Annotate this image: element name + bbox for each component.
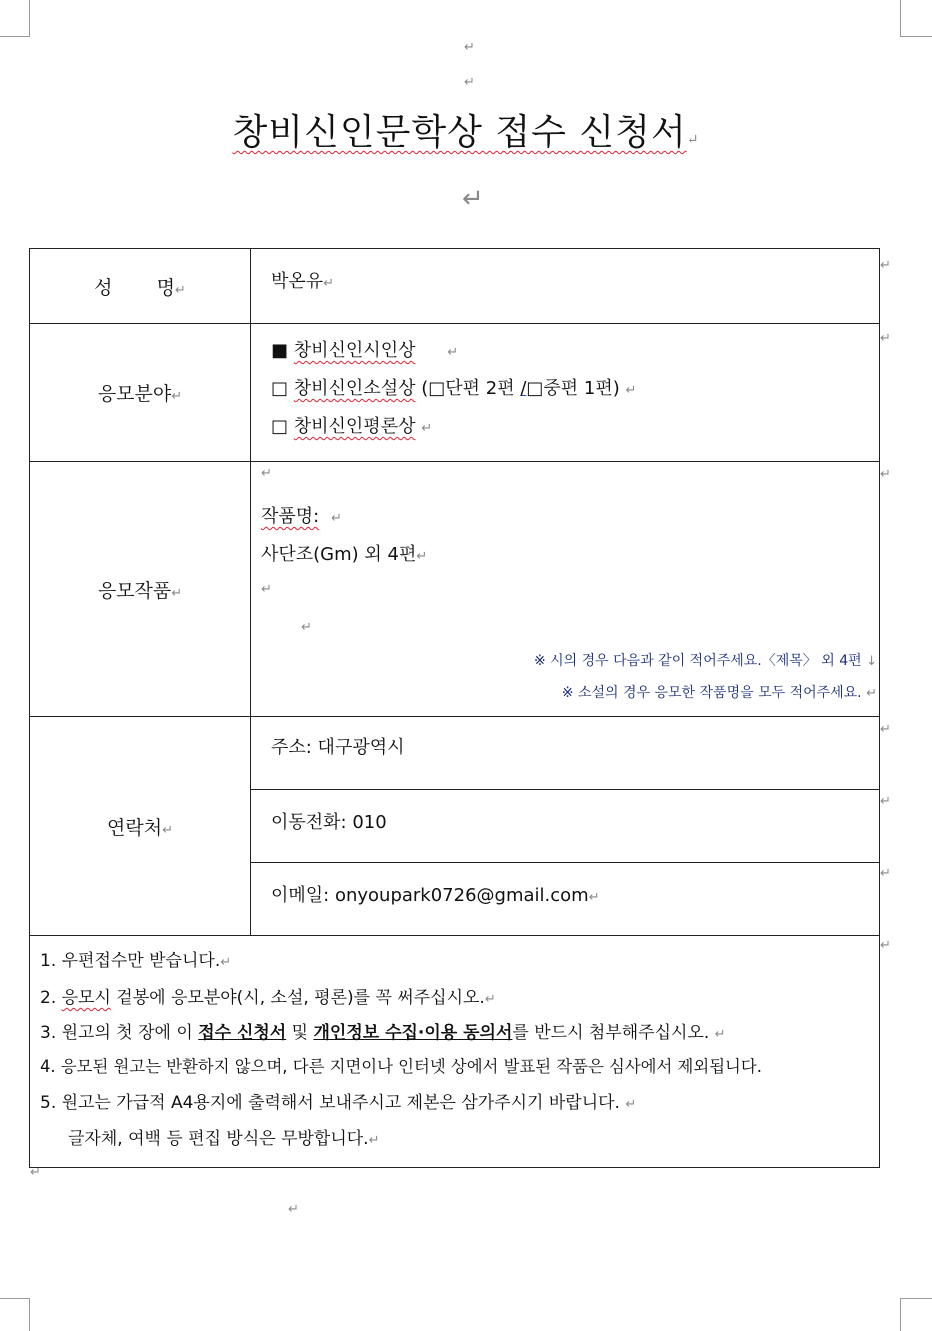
paragraph-mark: ↵ <box>162 822 173 838</box>
option-fiction-label: 창비신인소설상 <box>293 378 416 399</box>
work-row <box>30 462 880 717</box>
row-end-mark: ↵ <box>880 258 891 273</box>
notice-3-form-name: 접수 신청서 <box>198 1023 287 1043</box>
document-title <box>0 104 932 155</box>
paragraph-mark: ↵ <box>464 40 475 55</box>
option-fiction-novella: 중편 1편) <box>543 378 620 399</box>
paragraph-mark: ↵ <box>686 132 700 148</box>
work-title-value-line <box>261 540 427 566</box>
name-row <box>30 249 880 324</box>
paragraph-mark: ↵ <box>301 620 312 635</box>
fiction-note-line <box>562 682 877 702</box>
field-row <box>30 324 880 462</box>
contact-label: 연락처 <box>107 816 163 839</box>
phone-line <box>271 808 387 834</box>
paragraph-mark: ↵ <box>625 383 637 398</box>
crop-mark-top-left <box>0 0 30 37</box>
field-label-cell <box>30 324 251 462</box>
enter-mark-large: ↵ <box>462 184 484 214</box>
application-form-table <box>29 248 880 1168</box>
notice-2-prefix: 2. <box>40 988 62 1008</box>
paragraph-mark: ↵ <box>588 890 600 905</box>
notice-2-text: 겉봉에 응모분야(시, 소설, 평론)를 꼭 써주십시오. <box>110 988 485 1008</box>
phone-value: 이동전화: 010 <box>271 812 387 833</box>
notice-3-mid: 및 <box>286 1023 314 1043</box>
paragraph-mark: ↵ <box>330 511 342 526</box>
notices-row <box>30 936 880 1168</box>
email-line <box>271 881 600 907</box>
name-value: 박온유 <box>271 271 324 292</box>
paragraph-mark: ↵ <box>171 585 183 601</box>
down-arrow-mark: ↓ <box>866 654 877 669</box>
paragraph-mark: ↵ <box>30 1165 41 1180</box>
paragraph-mark: ↵ <box>323 276 335 291</box>
paragraph-mark: ↵ <box>261 582 272 597</box>
checkbox-empty-icon[interactable]: □ <box>428 378 446 399</box>
contact-label-cell <box>30 717 251 936</box>
row-end-mark: ↵ <box>880 722 891 737</box>
paragraph-mark: ↵ <box>484 992 496 1007</box>
paragraph-mark: ↵ <box>220 955 232 970</box>
name-label-cell <box>30 249 251 324</box>
notice-3-text: 를 반드시 첨부해주십시오. <box>512 1023 710 1043</box>
address-line <box>271 733 405 759</box>
option-poetry[interactable] <box>271 336 458 362</box>
row-end-mark: ↵ <box>880 467 891 482</box>
checkbox-checked-icon[interactable]: ■ <box>271 340 289 361</box>
work-label: 응모작품 <box>97 579 172 602</box>
address-value: 주소: 대구광역시 <box>271 737 405 758</box>
option-fiction[interactable] <box>271 374 636 400</box>
crop-mark-bottom-left <box>0 1298 30 1331</box>
notice-1-text: 1. 우편접수만 받습니다. <box>40 951 221 971</box>
notice-5-continued-text: 글자체, 여백 등 편집 방식은 무방합니다. <box>68 1129 369 1149</box>
paragraph-mark: ↵ <box>866 686 877 701</box>
notices-cell <box>30 936 880 1168</box>
row-end-mark: ↵ <box>880 331 891 346</box>
paragraph-mark: ↵ <box>171 389 183 404</box>
work-title-label: 작품명: <box>261 506 320 527</box>
option-criticism-label: 창비신인평론상 <box>293 416 416 437</box>
notice-2 <box>40 983 496 1008</box>
option-poetry-label: 창비신인시인상 <box>293 340 416 361</box>
notice-3-consent-name: 개인정보 수집·이용 동의서 <box>313 1023 513 1043</box>
work-value-cell[interactable] <box>251 462 880 717</box>
email-cell[interactable] <box>251 863 880 936</box>
paragraph-mark: ↵ <box>288 1202 299 1217</box>
crop-mark-top-right <box>900 0 932 37</box>
notice-1 <box>40 946 231 971</box>
notice-2-wavy: 응모시 <box>61 988 111 1008</box>
contact-address-row <box>30 717 880 790</box>
name-value-cell[interactable] <box>251 249 880 324</box>
row-end-mark: ↵ <box>880 866 891 881</box>
checkbox-empty-icon[interactable]: □ <box>271 416 289 437</box>
notice-3 <box>40 1018 726 1043</box>
checkbox-empty-icon[interactable]: □ <box>526 378 544 399</box>
paragraph-mark: ↵ <box>421 421 433 436</box>
paragraph-mark: ↵ <box>625 1097 637 1112</box>
work-title-value: 사단조(Gm) 외 4편 <box>261 544 417 565</box>
paragraph-mark: ↵ <box>714 1027 726 1042</box>
option-fiction-short: 단편 2편 <box>445 378 515 399</box>
option-fiction-paren: ( <box>421 378 429 399</box>
paragraph-mark: ↵ <box>447 345 459 360</box>
notice-3-prefix: 3. 원고의 첫 장에 이 <box>40 1023 199 1043</box>
title-text: 창비신인문학상 접수 신청서 <box>232 112 687 153</box>
option-criticism[interactable] <box>271 412 432 438</box>
name-value-line <box>271 267 334 293</box>
notice-4-text: 4. 응모된 원고는 반환하지 않으며, 다른 지면이나 인터넷 상에서 발표된 작품은 심사에서 제외됩니다. <box>40 1057 762 1076</box>
option-fiction-slash: / <box>520 378 527 399</box>
field-options-cell <box>251 324 880 462</box>
work-title-label-line <box>261 502 342 528</box>
checkbox-empty-icon[interactable]: □ <box>271 378 289 399</box>
paragraph-mark: ↵ <box>416 549 428 564</box>
row-end-mark: ↵ <box>880 938 891 953</box>
notice-5-continued <box>68 1124 379 1149</box>
address-cell[interactable] <box>251 717 880 790</box>
notice-5 <box>40 1088 636 1113</box>
field-label: 응모분야 <box>97 383 172 405</box>
name-label: 성 명 <box>94 276 175 299</box>
phone-cell[interactable] <box>251 790 880 863</box>
fiction-note: ※ 소설의 경우 응모한 작품명을 모두 적어주세요. <box>561 685 862 701</box>
crop-mark-bottom-right <box>900 1298 932 1331</box>
poetry-note: ※ 시의 경우 다음과 같이 적어주세요.〈제목〉 외 4편 <box>533 653 862 669</box>
notice-4 <box>40 1053 762 1077</box>
work-label-cell <box>30 462 251 717</box>
poetry-note-line <box>534 650 877 670</box>
paragraph-mark: ↵ <box>464 75 475 90</box>
paragraph-mark: ↵ <box>174 282 186 298</box>
paragraph-mark: ↵ <box>368 1133 380 1148</box>
row-end-mark: ↵ <box>880 794 891 809</box>
paragraph-mark: ↵ <box>261 466 272 481</box>
email-value: 이메일: onyoupark0726@gmail.com <box>271 885 589 906</box>
notice-5-text: 5. 원고는 가급적 A4용지에 출력해서 보내주시고 제본은 삼가주시기 바랍니다. <box>40 1093 620 1113</box>
